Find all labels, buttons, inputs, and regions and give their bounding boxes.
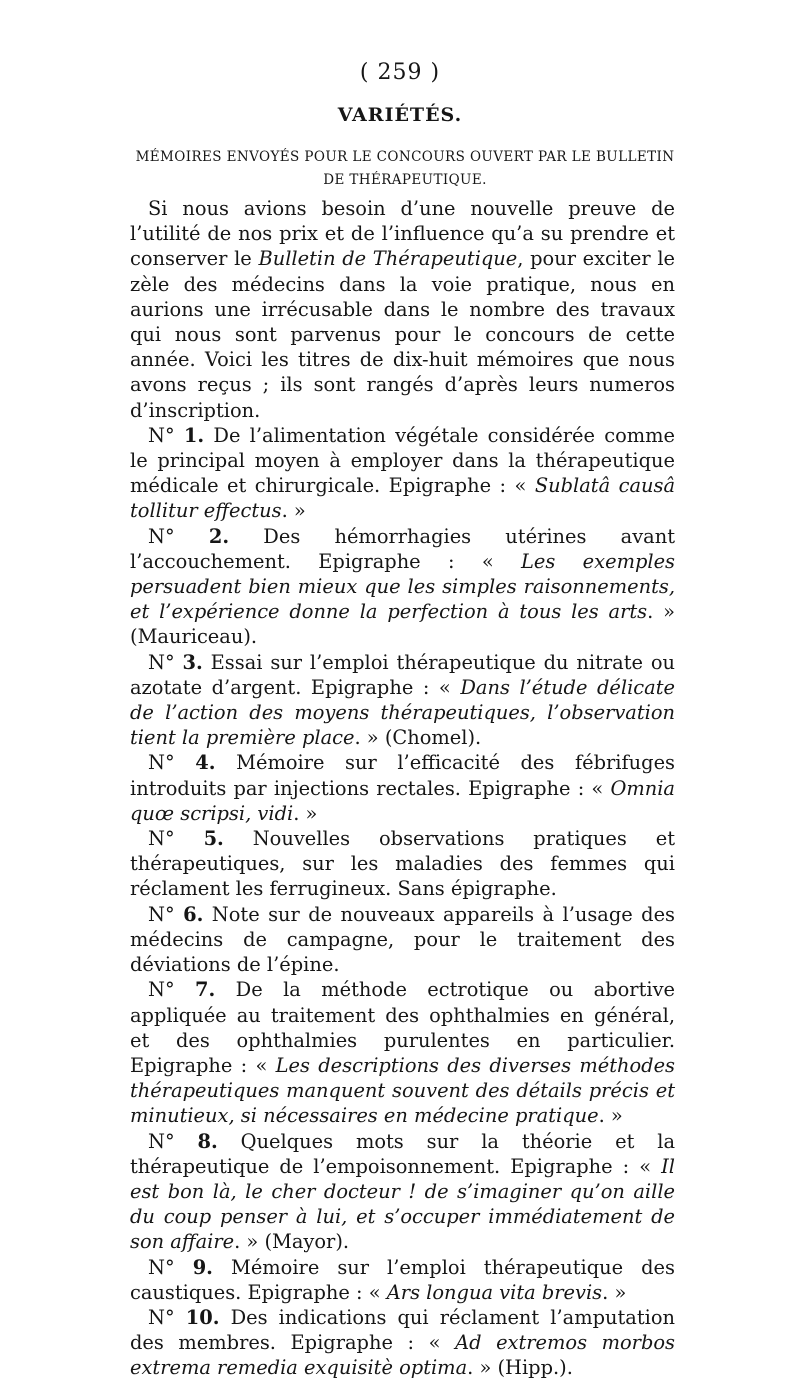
entry-number: N° 2. [148,524,230,548]
entry-text: Note sur de nouveaux appareils à l’usage des médecins de campagne, pour le traitement des déviations de l’épine. [130,902,676,977]
entry-text: Des indications qui réclament l’amputation des membres. Epigraphe : « [130,1305,676,1355]
entry-10 [130,1305,675,1381]
entry-after: . » (Mayor). [234,1230,350,1254]
entry-text: De la méthode ectrotique ou abortive appliquée au traitement des ophthalmies en général, et des ophthalmies purulentes en particulier. Epigraphe : « [130,978,675,1077]
entry-epigraph: Sublatâ causâ tollitur effectus [130,474,676,523]
entry-number: N° 4. [148,751,216,775]
entry-text: Quelques mots sur la théorie et la thérapeutique de l’empoisonnement. Epigraphe : « [130,1129,676,1178]
entry-number: N° 9. [148,1255,213,1279]
intro-text-2: , pour exciter le zèle des médecins dans la voie pratique, nous en aurions une irrécusable dans le nombre des travaux qui nous sont parvenus pour le concours de cette année. Voici les titres de dix-huit mémoires que nous avons reçus ; ils sont rangés d’après leurs numeros d’inscription. [130,247,676,422]
body-text [130,196,675,1381]
entry-text: De l’alimentation végétale considérée comme le principal moyen à employer dans la thérapeutique médicale et chirurgicale. Epigraphe : « [130,423,675,498]
page-number: ( 259 ) [359,60,441,85]
entry-text: Mémoire sur l’emploi thérapeutique des caustiques. Epigraphe : « [130,1255,675,1304]
entry-4 [130,750,675,826]
entry-epigraph: Ad extremos morbos extrema remedia exquisitè optima [130,1331,675,1380]
entry-epigraph: Dans l’étude délicate de l’action des moyens thérapeutiques, l’observation tient la première place [130,675,675,750]
entry-after: . » [602,1280,627,1304]
entry-6 [130,902,675,978]
entry-after: . » [281,499,306,523]
entry-after: . » (Chomel). [354,726,482,750]
section-title: VARIÉTÉS. [337,104,463,126]
entry-text: Mémoire sur l’efficacité des fébrifuges introduits par injections rectales. Epigraphe : « [130,751,676,800]
entry-2 [130,524,675,650]
entry-5 [130,826,675,902]
entry-number: N° 1. [148,423,205,447]
entry-after: . » [598,1104,623,1128]
entry-number: N° 8. [148,1129,218,1153]
entry-after: . » [293,801,318,825]
entry-text: Essai sur l’emploi thérapeutique du nitrate ou azotate d’argent. Epigraphe : « [130,650,676,699]
entry-8 [130,1129,675,1255]
intro-text-1: Si nous avions besoin d’une nouvelle preuve de l’utilité de nos prix et de l’influence qu’a su prendre et conserver le [130,197,675,271]
entry-number: N° 10. [148,1305,220,1329]
intro-paragraph [130,196,675,423]
entry-after: . » (Mauriceau). [130,600,675,649]
entry-1 [130,423,675,524]
entry-text: Des hémorrhagies utérines avant l’accouchement. Epigraphe : « [130,524,676,573]
entry-epigraph: Ars longua vita brevis [386,1280,603,1304]
entry-number: N° 3. [148,650,203,674]
journal-title: Bulletin de Thérapeutique [258,247,518,271]
entry-epigraph: Les descriptions des diverses méthodes thérapeutiques manquent souvent des détails précis et minutieux, si nécessaires en médecine pratique [130,1053,675,1128]
entry-text: Nouvelles observations pratiques et thérapeutiques, sur les maladies des femmes qui réclament les ferrugineux. Sans épigraphe. [130,827,676,901]
entry-number: N° 6. [148,902,204,926]
entry-number: N° 5. [148,827,224,851]
entry-after: . » (Hipp.). [467,1356,573,1380]
section-subtitle: MÉMOIRES ENVOYÉS POUR LE CONCOURS OUVERT PAR LE BULLETIN DE THÉRAPEUTIQUE. [135,149,675,188]
entry-epigraph: Omnia quœ scripsi, vidi [130,776,675,825]
entry-epigraph: Les exemples persuadent bien mieux que les simples raisonnements, et l’expérience donne la perfection à tous les arts [130,549,675,624]
entry-3 [130,650,675,751]
entry-9 [130,1255,675,1305]
entry-epigraph: Il est bon là, le cher docteur ! de s’imaginer qu’on aille du coup penser à lui, et s’occuper immédiatement de son affaire [130,1154,675,1254]
entry-number: N° 7. [148,978,216,1002]
entry-7 [130,977,675,1128]
